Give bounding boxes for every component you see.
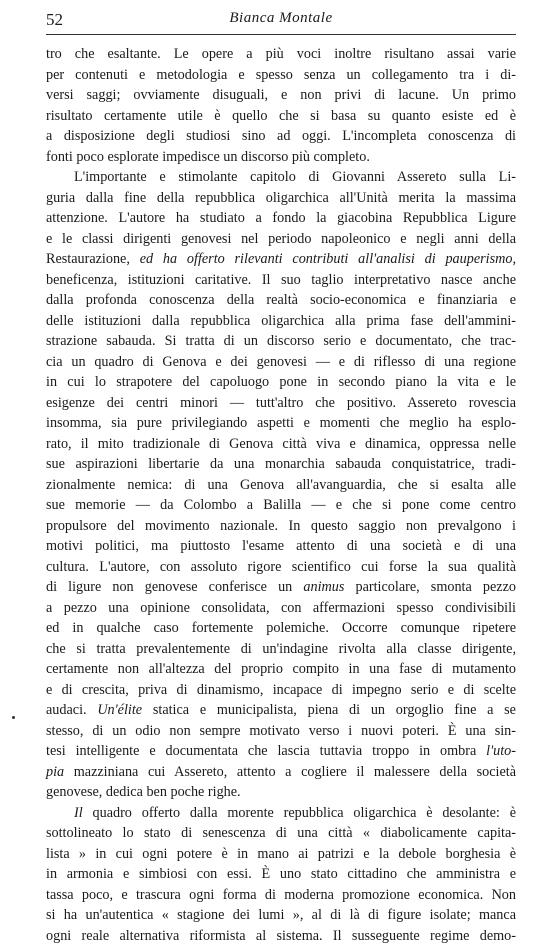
text-line: delle istituzioni dalla repubblica oligarchica alla prima fase dell'ammini- — [46, 311, 516, 332]
text-line: per contenuti e metodologia e spesso senza un collegamento tra i di- — [46, 65, 516, 86]
text-line: pia mazziniana cui Assereto, attento a cogliere il malessere della società — [46, 762, 516, 783]
text-line: strazione sabauda. Si tratta di un discorso serio e documentato, che trac- — [46, 331, 516, 352]
text-line: esigenze dei centri minori — tutt'altro che positivo. Assereto rovescia — [46, 393, 516, 414]
text-line: motivi politici, ma piuttosto l'esame attento di una società e di una — [46, 536, 516, 557]
text-line: versi saggi; ovviamente disuguali, e non privi di lacune. Un primo — [46, 85, 516, 106]
text-line: genovese, dedica ben poche righe. — [46, 782, 516, 803]
running-head: Bianca Montale — [46, 10, 516, 27]
text-line: guria dalla fine della repubblica oligarchica all'Unità merita la massima — [46, 188, 516, 209]
text-line: in armonia e simbiosi con essi. È uno stato cittadino che amministra e — [46, 864, 516, 885]
text-line: in cui lo strapotere del capoluogo pone in secondo piano la vita e le — [46, 372, 516, 393]
text-line: L'importante e stimolante capitolo di Giovanni Assereto sulla Li- — [46, 167, 516, 188]
text-line: sottolineato lo stato di senescenza di una città « diabolicamente capita- — [46, 823, 516, 844]
page-header — [46, 10, 516, 36]
text-line: audaci. Un'élite statica e municipalista, piena di un orgoglio fine a se — [46, 700, 516, 721]
text-line: zionalmente nemica: di una Genova all'avanguardia, che si esalta alle — [46, 475, 516, 496]
text-line: a disposizione degli studiosi sino ad oggi. L'incompleta conoscenza di — [46, 126, 516, 147]
text-line: si ha un'autentica « stagione dei lumi », al di là di figure isolate; manca — [46, 905, 516, 926]
margin-mark — [12, 716, 15, 719]
text-line: ogni reale alternativa riformista al sistema. Il susseguente regime demo- — [46, 926, 516, 946]
text-line: cia un quadro di Genova e dei genovesi — e di riflesso di una regione — [46, 352, 516, 373]
text-line: dalla profonda conoscenza della realtà socio-economica e finanziaria e — [46, 290, 516, 311]
text-line: beneficenza, istituzioni caritative. Il suo taglio interpretativo nasce anche — [46, 270, 516, 291]
text-line: cultura. L'autore, con assoluto rigore scientifico cui forse la sua qualità — [46, 557, 516, 578]
text-line: tro che esaltante. Le opere a più voci inoltre risultano assai varie — [46, 44, 516, 65]
text-line: risultato certamente utile è quello che si basa su quanto esiste ed è — [46, 106, 516, 127]
body-text — [46, 44, 516, 946]
text-line: sue memorie — da Colombo a Balilla — e che si pone come centro — [46, 495, 516, 516]
text-line: Il quadro offerto dalla morente repubblica oligarchica è desolante: è — [46, 803, 516, 824]
text-line: tassa poco, e trascura ogni forma di moderna promozione economica. Non — [46, 885, 516, 906]
text-line: che si tratta prevalentemente di un'indagine rivolta alla classe dirigente, — [46, 639, 516, 660]
text-line: rato, il mito tradizionale di Genova città viva e dinamica, oppressa nelle — [46, 434, 516, 455]
text-line: ed in qualche caso fortemente polemiche. Occorre comunque ripetere — [46, 618, 516, 639]
text-line: stesso, di un odio non sempre motivato verso i nuovi poteri. È una sin- — [46, 721, 516, 742]
text-line: insomma, sia pure privilegiando aspetti e momenti che meglio ha esplo- — [46, 413, 516, 434]
text-line: e le classi dirigenti genovesi nel periodo napoleonico e negli anni della — [46, 229, 516, 250]
text-line: lista » in cui ogni potere è in mano ai patrizi e la debole borghesia è — [46, 844, 516, 865]
text-line: sue aspirazioni libertarie da una monarchia sabauda conquistatrice, tradi- — [46, 454, 516, 475]
text-line: tesi intelligente e documentata che lascia tuttavia troppo in ombra l'uto- — [46, 741, 516, 762]
page-number: 52 — [46, 10, 63, 30]
text-line: a pezzo una opinione consolidata, con affermazioni spesso condivisibili — [46, 598, 516, 619]
text-line: e di crescita, priva di dinamismo, incapace di impegno serio e di scelte — [46, 680, 516, 701]
text-line: Restaurazione, ed ha offerto rilevanti contributi all'analisi di pauperismo, — [46, 249, 516, 270]
text-line: fonti poco esplorate impedisce un discorso più completo. — [46, 147, 516, 168]
text-line: di ligure non genovese conferisce un animus particolare, smonta pezzo — [46, 577, 516, 598]
text-line: certamente non all'altezza del proprio compito in una fase di mutamento — [46, 659, 516, 680]
text-line: attenzione. L'autore ha studiato a fondo la giacobina Repubblica Ligure — [46, 208, 516, 229]
header-rule — [46, 34, 516, 35]
text-line: propulsore del movimento nazionale. In questo saggio non prevalgono i — [46, 516, 516, 537]
